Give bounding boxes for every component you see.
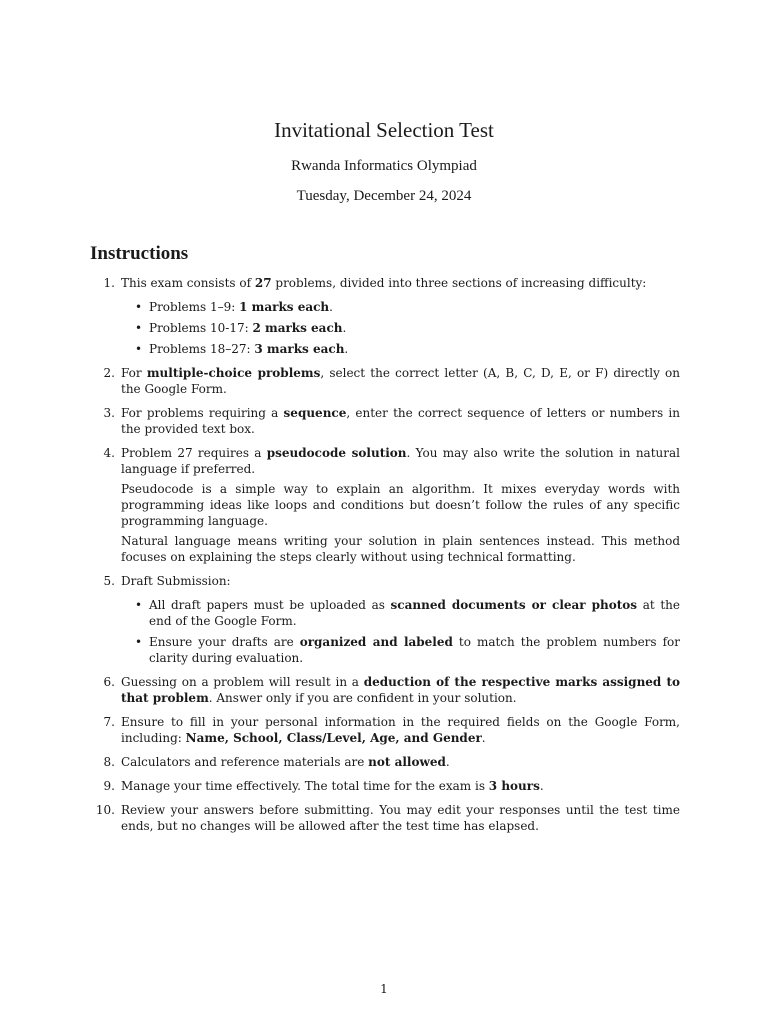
sub-item-problems-10-17: • Problems 10-17: 2 marks each. xyxy=(135,321,347,335)
item-number: 3. xyxy=(103,406,115,420)
pseudocode-explanation: Pseudocode is a simple way to explain an algorithm. It mixes everyday words with programming ideas like loops and conditions but doesn’t follow the rules of any specific programming language. xyxy=(121,482,680,528)
sub-item-problems-18-27: • Problems 18–27: 3 marks each. xyxy=(135,342,349,356)
item-text: This exam consists of 27 problems, divided into three sections of increasing difficulty: xyxy=(121,276,647,290)
item-text: For multiple-choice problems, select the correct letter (A, B, C, D, E, or F) directly on the Google Form. xyxy=(121,366,680,396)
item-number: 4. xyxy=(103,446,115,460)
instruction-item-7 xyxy=(90,714,680,746)
page-date: Tuesday, December 24, 2024 xyxy=(296,188,472,204)
item-number: 9. xyxy=(103,779,115,793)
instruction-item-4 xyxy=(90,445,680,565)
item-text: Problem 27 requires a pseudocode solution. You may also write the solution in natural language if preferred. xyxy=(121,446,680,476)
item-number: 6. xyxy=(103,675,115,689)
natural-language-explanation: Natural language means writing your solution in plain sentences instead. This method focuses on explaining the steps clearly without using technical formatting. xyxy=(121,534,680,564)
instruction-item-10 xyxy=(90,802,680,834)
instruction-item-1 xyxy=(90,275,680,357)
bullet-icon: • xyxy=(135,321,143,335)
sub-item-draft-labels: • Ensure your drafts are organized and labeled to match the problem numbers for clarity during evaluation. xyxy=(135,635,680,665)
bullet-icon: • xyxy=(135,300,143,314)
page-number: 1 xyxy=(380,982,388,996)
item-number: 10. xyxy=(95,803,115,817)
bullet-icon: • xyxy=(135,342,143,356)
item-text: Draft Submission: xyxy=(121,574,231,588)
item-text: Calculators and reference materials are not allowed. xyxy=(121,755,450,769)
item-number: 1. xyxy=(103,276,115,290)
sub-item-draft-upload: • All draft papers must be uploaded as scanned documents or clear photos at the end of the Google Form. xyxy=(135,598,680,628)
sub-list xyxy=(121,299,680,357)
item-text: Ensure to fill in your personal information in the required fields on the Google Form, including: Name, School, Class/Level, Age, and Gender. xyxy=(121,715,680,745)
instruction-item-5 xyxy=(90,573,680,666)
bullet-icon: • xyxy=(135,598,143,612)
instruction-item-8 xyxy=(90,754,680,770)
sub-item-problems-1-9: • Problems 1–9: 1 marks each. xyxy=(135,300,333,314)
title-block xyxy=(0,116,768,206)
bullet-icon: • xyxy=(135,635,143,649)
item-text: Guessing on a problem will result in a deduction of the respective marks assigned to that problem. Answer only if you are confident in your solution. xyxy=(121,675,680,705)
section-heading-instructions: Instructions xyxy=(90,243,189,264)
item-number: 2. xyxy=(103,366,115,380)
item-text: Review your answers before submitting. You may edit your responses until the test time ends, but no changes will be allowed after the test time has elapsed. xyxy=(121,803,680,833)
page-subtitle: Rwanda Informatics Olympiad xyxy=(291,158,477,174)
item-number: 7. xyxy=(103,715,115,729)
instruction-item-6 xyxy=(90,674,680,706)
item-number: 5. xyxy=(103,574,115,588)
instruction-item-9 xyxy=(90,778,680,794)
item-text: For problems requiring a sequence, enter the correct sequence of letters or numbers in the provided text box. xyxy=(121,406,680,436)
instructions-list xyxy=(90,275,680,842)
instruction-item-3 xyxy=(90,405,680,437)
item-text: Manage your time effectively. The total time for the exam is 3 hours. xyxy=(121,779,544,793)
page-title: Invitational Selection Test xyxy=(274,118,494,142)
sub-list xyxy=(121,597,680,666)
item-number: 8. xyxy=(103,755,115,769)
instruction-item-2 xyxy=(90,365,680,397)
